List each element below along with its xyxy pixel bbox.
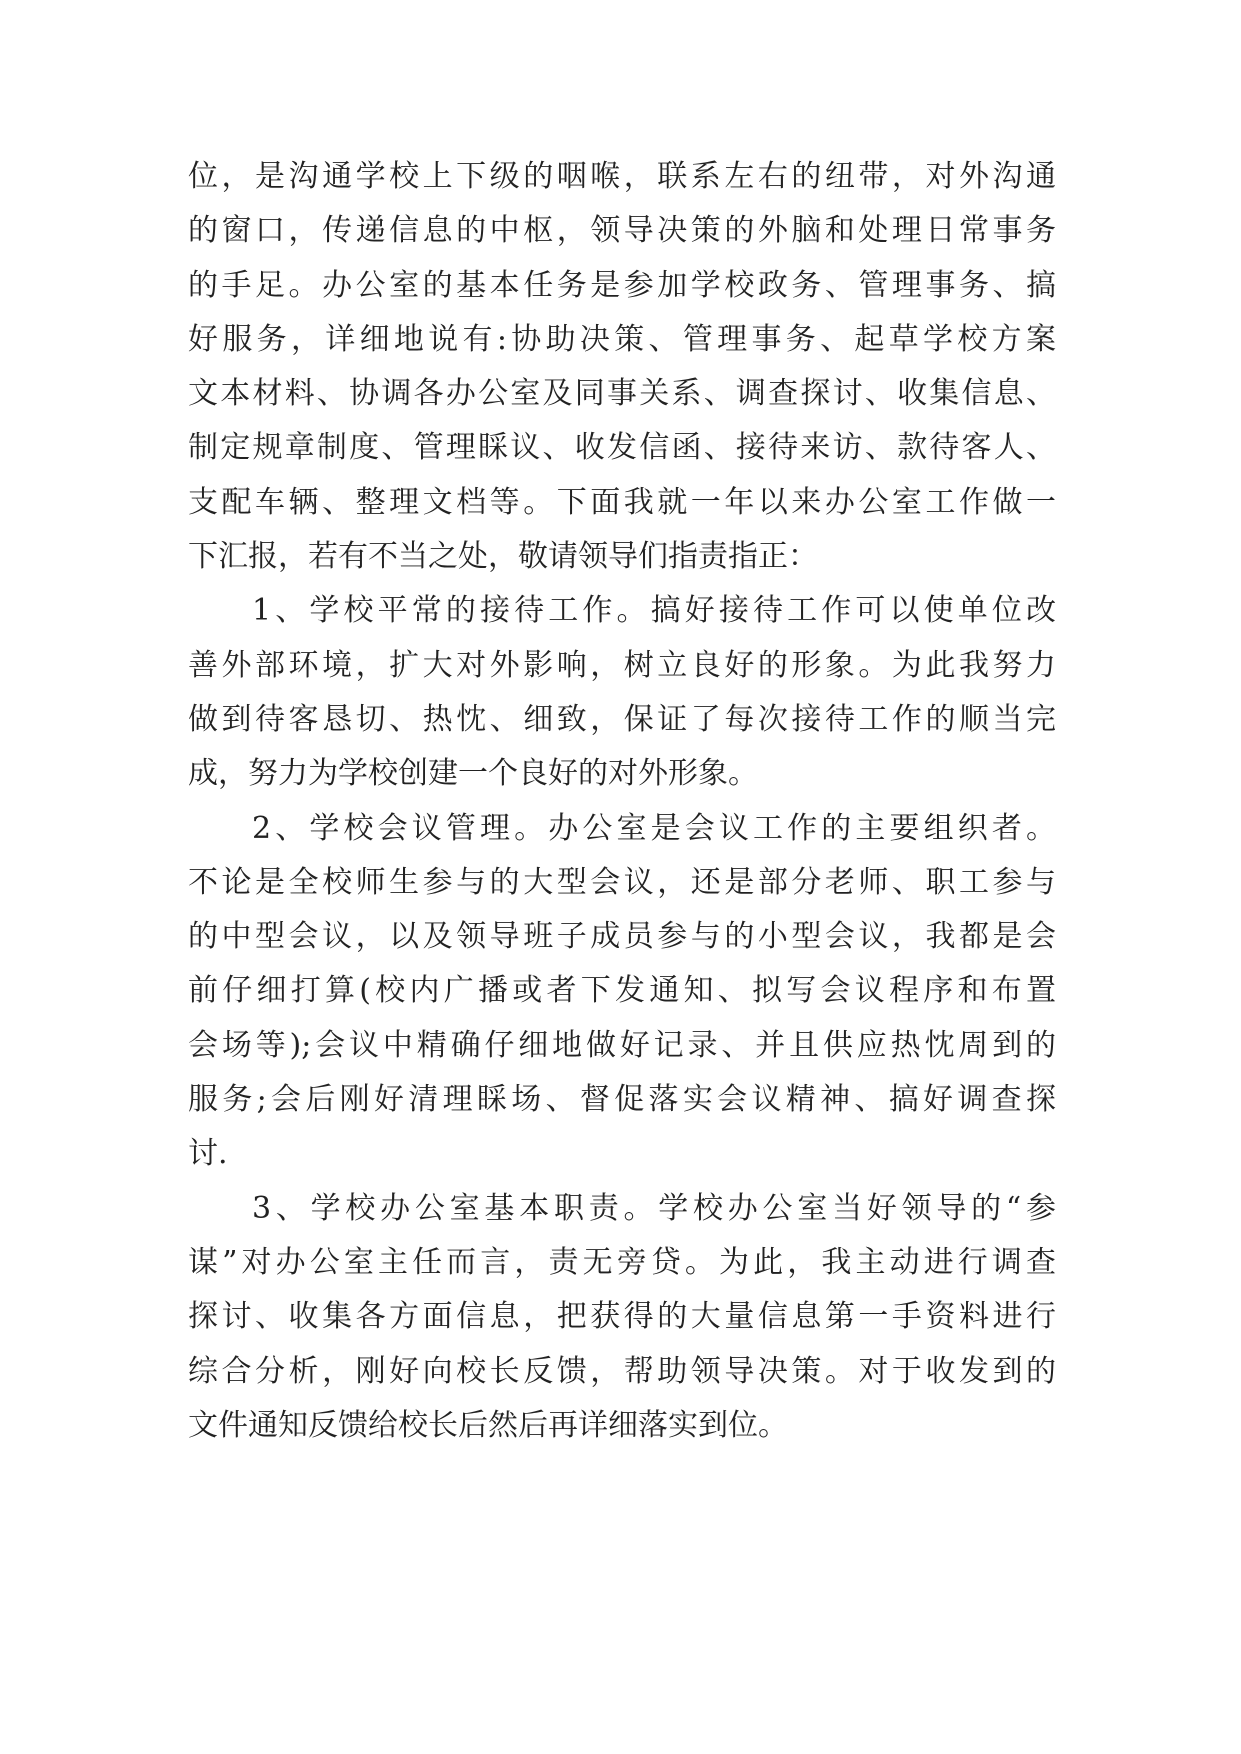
text-line: 服务;会后刚好清理睬场、督促落实会议精神、搞好调查探 (188, 1082, 1056, 1118)
paragraph-intro (188, 150, 1056, 584)
text-line: 做到待客恳切、热忱、细致，保证了每次接待工作的顺当完 (188, 701, 1056, 737)
text-line: 会场等);会议中精确仔细地做好记录、并且供应热忱周到的 (188, 1027, 1056, 1063)
text-line: 制定规章制度、管理睬议、收发信函、接待来访、款待客人、 (188, 430, 1056, 466)
text-line: 位，是沟通学校上下级的咽喉，联系左右的纽带，对外沟通 (188, 159, 1056, 194)
text-line: 1、学校平常的接待工作。搞好接待工作可以使单位改 (252, 593, 1056, 629)
text-line: 成，努力为学校创建一个良好的对外形象。 (188, 756, 758, 792)
text-line: 谋”对办公室主任而言，责无旁贷。为此，我主动进行调查 (188, 1244, 1056, 1280)
text-line: 2、学校会议管理。办公室是会议工作的主要组织者。 (252, 810, 1056, 846)
text-line: 善外部环境，扩大对外影响，树立良好的形象。为此我努力 (188, 647, 1056, 683)
text-line: 的中型会议，以及领导班子成员参与的小型会议，我都是会 (188, 919, 1056, 955)
paragraph-meeting-management (188, 802, 1056, 1182)
paragraph-office-duties (188, 1182, 1056, 1453)
text-line: 文本材料、协调各办公室及同事关系、调查探讨、收集信息、 (188, 376, 1056, 412)
text-line: 不论是全校师生参与的大型会议，还是部分老师、职工参与 (188, 864, 1056, 900)
text-line: 前仔细打算(校内广播或者下发通知、拟写会议程序和布置 (188, 973, 1056, 1009)
text-line: 下汇报，若有不当之处，敬请领导们指责指正： (188, 539, 818, 575)
text-line: 好服务，详细地说有:协助决策、管理事务、起草学校方案 (188, 321, 1056, 357)
text-line: 探讨、收集各方面信息，把获得的大量信息第一手资料进行 (188, 1299, 1056, 1335)
text-line: 文件通知反馈给校长后然后再详细落实到位。 (188, 1407, 788, 1443)
text-line: 3、学校办公室基本职责。学校办公室当好领导的“参 (252, 1190, 1056, 1226)
document-body (188, 150, 1056, 1453)
text-line: 支配车辆、整理文档等。下面我就一年以来办公室工作做一 (188, 484, 1056, 520)
text-line: 讨. (188, 1136, 228, 1172)
text-line: 综合分析，刚好向校长反馈，帮助领导决策。对于收发到的 (188, 1353, 1056, 1389)
text-line: 的窗口，传递信息的中枢，领导决策的外脑和处理日常事务 (188, 213, 1056, 249)
text-line: 的手足。办公室的基本任务是参加学校政务、管理事务、搞 (188, 267, 1056, 303)
paragraph-reception-work (188, 584, 1056, 801)
